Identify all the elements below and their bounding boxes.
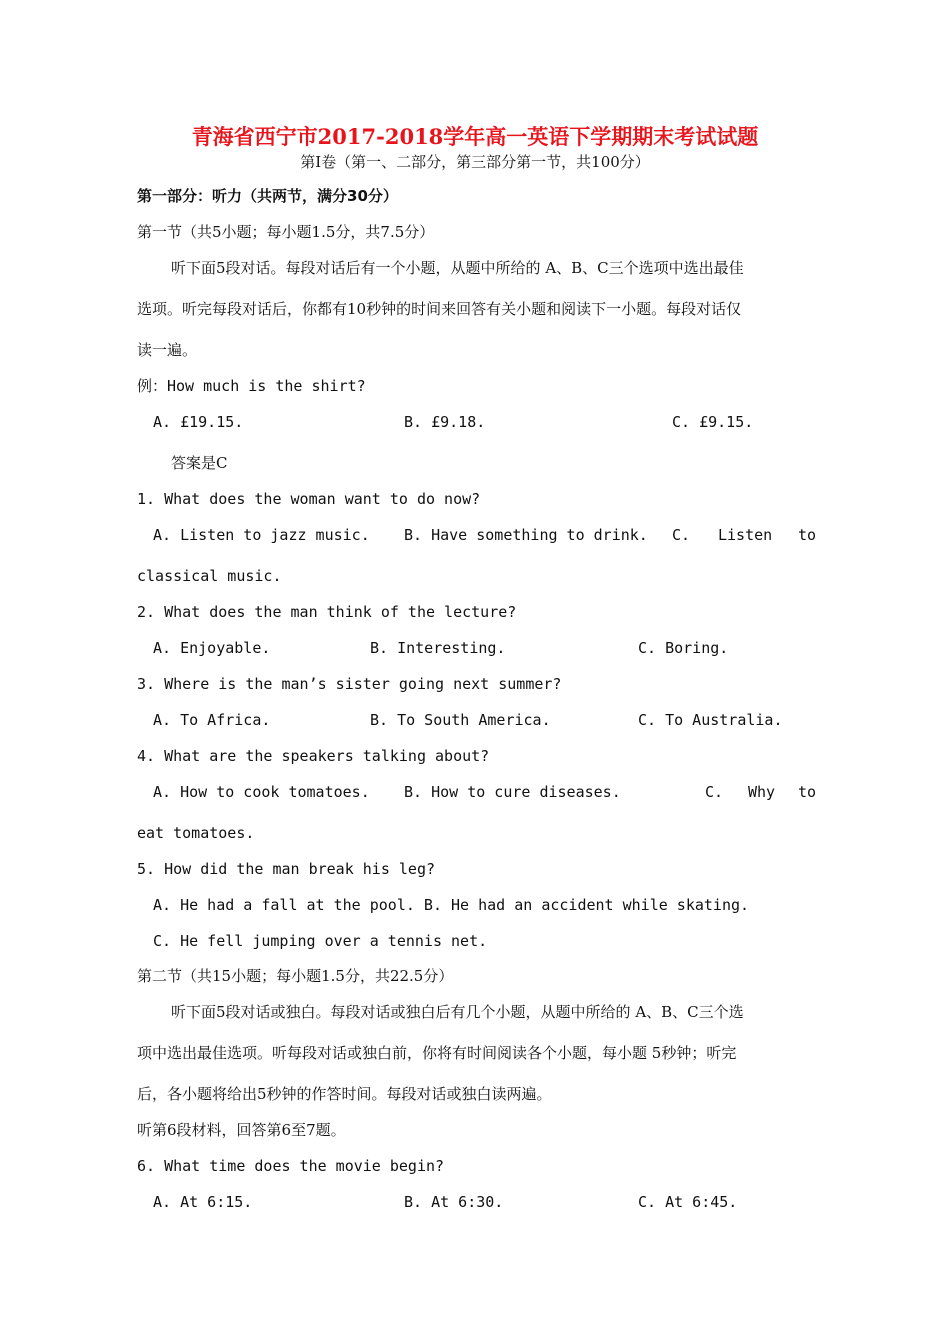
q5-option-c: C. He fell jumping over a tennis net. — [153, 932, 488, 950]
section2-heading: 第二节（共15小题；每小题1.5分，共22.5分） — [137, 967, 454, 985]
question-6: 6. What time does the movie begin? — [137, 1157, 445, 1175]
question-5: 5. How did the man break his leg? — [137, 860, 436, 878]
section1-instruction-line: 听下面5段对话。每段对话后有一个小题，从题中所给的 A、B、C三个选项中选出最佳 — [171, 259, 744, 277]
section2-instruction-line: 项中选出最佳选项。听每段对话或独白前，你将有时间阅读各个小题，每小题 5秒钟；听完 — [137, 1044, 737, 1062]
q2-option-b: B. Interesting. — [370, 639, 506, 657]
q3-option-a: A. To Africa. — [153, 711, 271, 729]
material-6-heading: 听第6段材料，回答第6至7题。 — [137, 1121, 346, 1139]
exam-title: 青海省西宁市2017-2018学年高一英语下学期期末考试试题 — [191, 124, 759, 149]
example-answer: 答案是C — [171, 454, 228, 472]
q1-option-c-letter: C. — [672, 526, 691, 544]
question-3: 3. Where is the man’s sister going next summer? — [137, 675, 562, 693]
section2-instruction-line: 后，各小题将给出5秒钟的作答时间。每段对话或独白读两遍。 — [137, 1085, 552, 1103]
q1-option-c-continuation: classical music. — [137, 567, 282, 585]
question-4: 4. What are the speakers talking about? — [137, 747, 490, 765]
q6-option-c: C. At 6:45. — [638, 1193, 738, 1211]
question-2: 2. What does the man think of the lecture? — [137, 603, 517, 621]
q4-option-c-continuation: eat tomatoes. — [137, 824, 255, 842]
section1-heading: 第一节（共5小题；每小题1.5分，共7.5分） — [137, 223, 435, 241]
q6-option-a: A. At 6:15. — [153, 1193, 253, 1211]
q4-option-c-word: to — [798, 783, 817, 801]
example-option-b: B. £9.18. — [404, 413, 486, 431]
q1-option-c-word: to — [798, 526, 817, 544]
q1-option-c-word: Listen — [718, 526, 773, 544]
exam-subtitle: 第I卷（第一、二部分，第三部分第一节，共100分） — [300, 153, 650, 171]
q4-option-c-letter: C. — [705, 783, 724, 801]
example-question: 例：How much is the shirt? — [137, 377, 366, 395]
q1-option-a: A. Listen to jazz music. — [153, 526, 370, 544]
q5-options-a-b: A. He had a fall at the pool. B. He had an accident while skating. — [153, 896, 750, 914]
example-option-c: C. £9.15. — [672, 413, 754, 431]
q2-option-a: A. Enjoyable. — [153, 639, 271, 657]
q6-option-b: B. At 6:30. — [404, 1193, 504, 1211]
q4-option-a: A. How to cook tomatoes. — [153, 783, 370, 801]
section2-instruction-line: 听下面5段对话或独白。每段对话或独白后有几个小题，从题中所给的 A、B、C三个选 — [171, 1003, 744, 1021]
q3-option-c: C. To Australia. — [638, 711, 783, 729]
part1-heading: 第一部分：听力（共两节，满分30分） — [137, 187, 398, 205]
section1-instruction-line: 选项。听完每段对话后，你都有10秒钟的时间来回答有关小题和阅读下一小题。每段对话仅 — [137, 300, 742, 318]
q3-option-b: B. To South America. — [370, 711, 551, 729]
q2-option-c: C. Boring. — [638, 639, 729, 657]
q1-option-b: B. Have something to drink. — [404, 526, 648, 544]
question-1: 1. What does the woman want to do now? — [137, 490, 481, 508]
q4-option-b: B. How to cure diseases. — [404, 783, 621, 801]
q4-option-c-word: Why — [748, 783, 776, 801]
example-option-a: A. £19.15. — [153, 413, 244, 431]
section1-instruction-line: 读一遍。 — [137, 341, 198, 359]
